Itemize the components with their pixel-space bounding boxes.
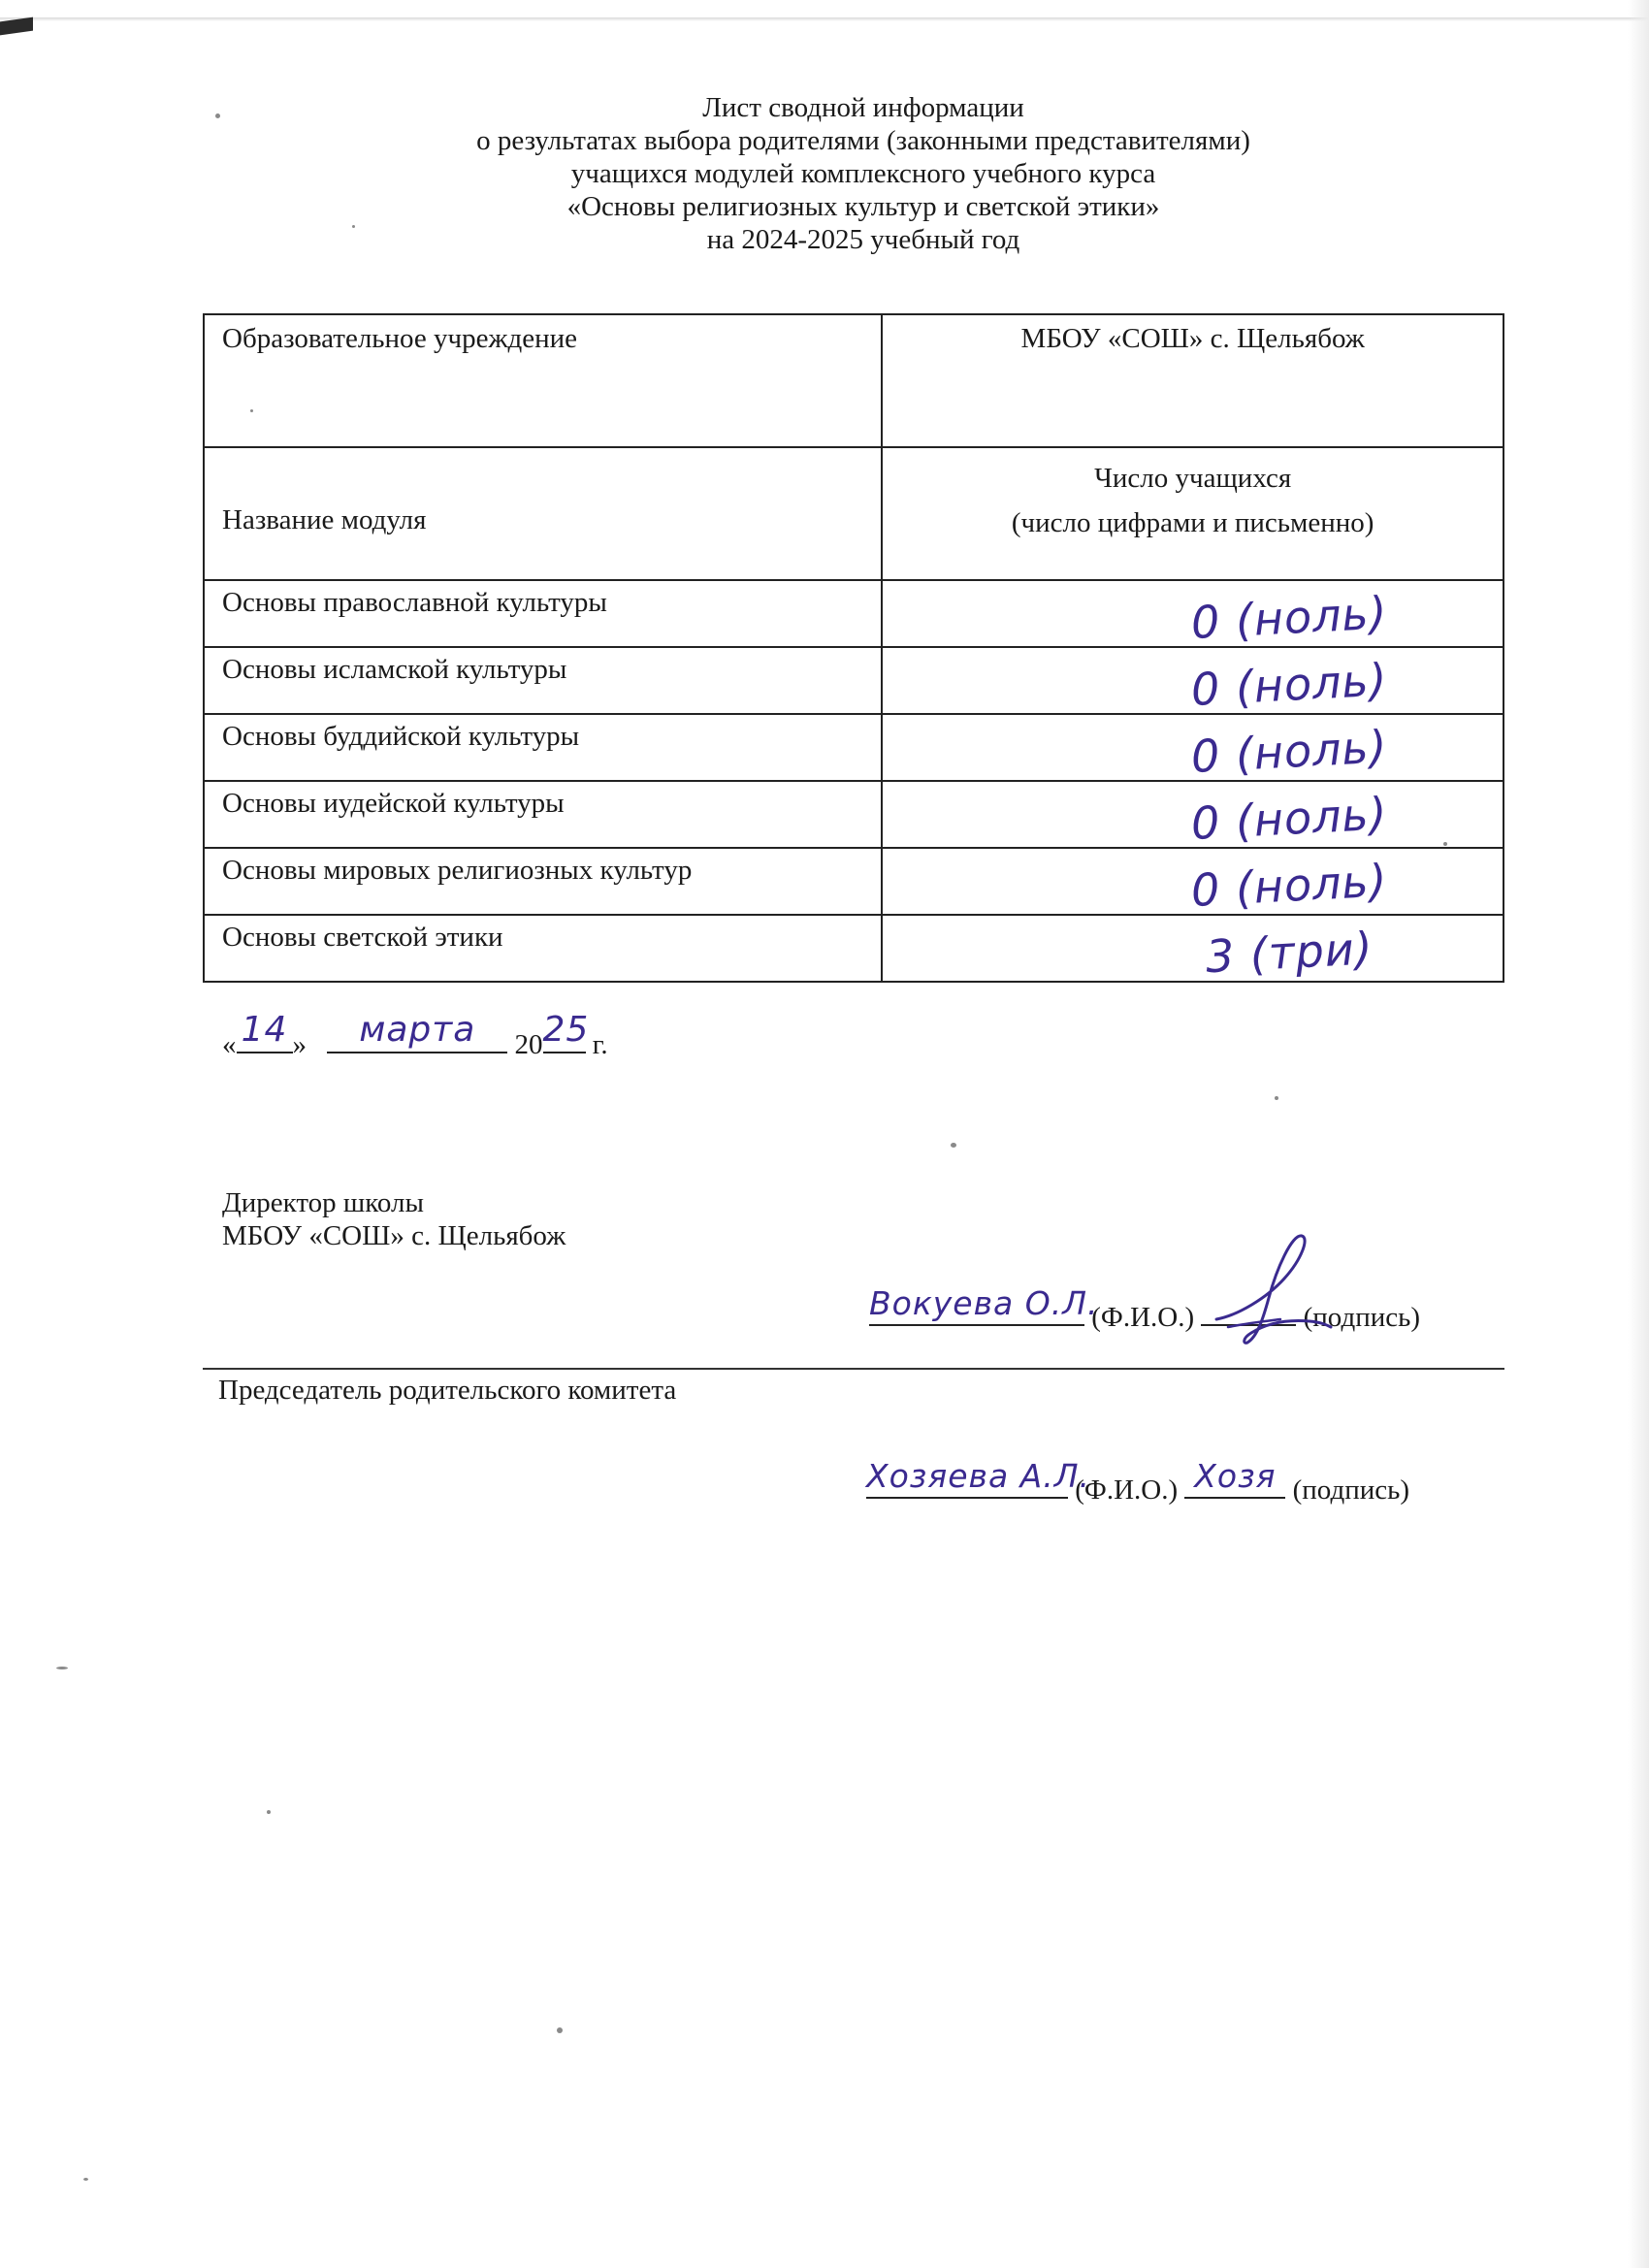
parent-sign-label: (подпись) <box>1292 1474 1410 1506</box>
module-name: Основы исламской культуры <box>222 654 567 685</box>
date-year-handwritten: 25 <box>542 1010 590 1050</box>
scan-speck <box>352 225 355 228</box>
module-name-cell <box>204 647 882 714</box>
director-sign-label: (подпись) <box>1303 1302 1421 1333</box>
table-row <box>204 580 1504 647</box>
module-count-cell <box>882 848 1504 918</box>
date-year-prefix: 20 <box>514 1029 543 1060</box>
table-row <box>204 714 1504 781</box>
institution-label-cell <box>204 314 882 447</box>
title-line-1: Лист сводной информации <box>702 92 1024 123</box>
title-line-3: учащихся модулей комплексного учебного курса <box>570 158 1156 189</box>
director-school: МБОУ «СОШ» с. Щельябож <box>222 1220 566 1251</box>
module-count-cell <box>882 781 1504 851</box>
scan-speck <box>83 2178 88 2181</box>
date-open-quote: « <box>222 1029 237 1060</box>
parent-sign-field <box>1184 1457 1285 1499</box>
table-row <box>204 781 1504 848</box>
scan-speck <box>1443 842 1447 846</box>
title-line-4: «Основы религиозных культур и светской этики» <box>566 191 1160 222</box>
scan-speck <box>250 409 253 412</box>
director-title: Директор школы <box>222 1187 424 1218</box>
scan-speck <box>56 1667 68 1669</box>
header-row <box>204 447 1504 580</box>
scan-edge-top <box>0 17 1649 21</box>
parent-committee-title: Председатель родительского комитета <box>218 1375 677 1406</box>
date-year-field <box>542 1010 590 1053</box>
title-line-2: о результатах выбора родителями (законными представителями) <box>476 125 1250 156</box>
module-name: Основы мировых религиозных культур <box>222 855 693 886</box>
module-count-handwritten: 0 (ноль) <box>1189 854 1390 918</box>
date-day-field <box>237 1010 293 1053</box>
table-row <box>204 848 1504 915</box>
institution-value-cell <box>882 314 1504 447</box>
parent-fio-field <box>866 1457 1091 1499</box>
institution-row <box>204 314 1504 447</box>
parent-fio-label: (Ф.И.О.) <box>1075 1474 1179 1506</box>
count-header <box>883 448 1503 545</box>
scan-edge-right <box>1628 0 1649 2268</box>
module-name: Основы православной культуры <box>222 587 607 618</box>
director-signature-icon <box>1209 1230 1335 1356</box>
module-count-handwritten: 0 (ноль) <box>1189 787 1390 851</box>
count-header-cell <box>882 447 1504 580</box>
section-divider <box>203 1368 1504 1370</box>
module-header: Название модуля <box>222 504 427 535</box>
module-name-cell <box>204 915 882 982</box>
module-name: Основы светской этики <box>222 922 503 953</box>
module-name: Основы иудейской культуры <box>222 788 565 819</box>
count-header-line-1: Число учащихся <box>1094 463 1292 494</box>
scan-speck <box>267 1810 271 1814</box>
module-count-handwritten: 0 (ноль) <box>1189 653 1390 717</box>
module-count-handwritten: 3 (три) <box>1204 922 1375 984</box>
parent-signature-handwritten: Хозя <box>1194 1457 1277 1495</box>
date-month-field <box>327 1010 507 1053</box>
date-day-handwritten: 14 <box>241 1010 288 1050</box>
module-name-cell <box>204 714 882 781</box>
director-signature-row <box>869 1284 1421 1334</box>
module-count-handwritten: 0 (ноль) <box>1189 586 1390 650</box>
module-count-cell <box>882 580 1504 650</box>
table-row <box>204 647 1504 714</box>
date-month-handwritten: марта <box>359 1010 476 1050</box>
module-count-handwritten: 0 (ноль) <box>1189 720 1390 784</box>
module-name-cell <box>204 580 882 647</box>
title-line-5: на 2024-2025 учебный год <box>706 224 1020 255</box>
director-fio-handwritten: Вокуева О.Л. <box>869 1284 1099 1322</box>
parent-signature-row <box>866 1457 1410 1507</box>
date-close-quote: » <box>292 1029 307 1060</box>
scan-speck <box>1275 1096 1278 1100</box>
module-count-cell <box>882 647 1504 717</box>
module-count-cell <box>882 915 1504 982</box>
module-count-cell <box>882 714 1504 784</box>
scan-speck <box>215 113 220 118</box>
summary-table <box>203 313 1504 983</box>
institution-label: Образовательное учреждение <box>222 323 578 354</box>
module-name: Основы буддийской культуры <box>222 721 580 752</box>
parent-fio-handwritten: Хозяева А.Л. <box>866 1457 1091 1495</box>
institution-value: МБОУ «СОШ» с. Щельябож <box>1020 323 1365 354</box>
date-line <box>222 1010 608 1061</box>
table-row <box>204 915 1504 982</box>
document-title <box>242 91 1484 256</box>
director-fio-field <box>869 1284 1099 1326</box>
module-header-cell <box>204 447 882 580</box>
scan-speck <box>557 2027 563 2033</box>
director-fio-label: (Ф.И.О.) <box>1091 1302 1195 1333</box>
director-block <box>222 1186 566 1252</box>
count-header-line-2: (число цифрами и письменно) <box>1011 507 1374 538</box>
module-name-cell <box>204 848 882 915</box>
scan-speck <box>951 1143 956 1148</box>
date-year-suffix-label: г. <box>592 1029 608 1060</box>
module-name-cell <box>204 781 882 848</box>
